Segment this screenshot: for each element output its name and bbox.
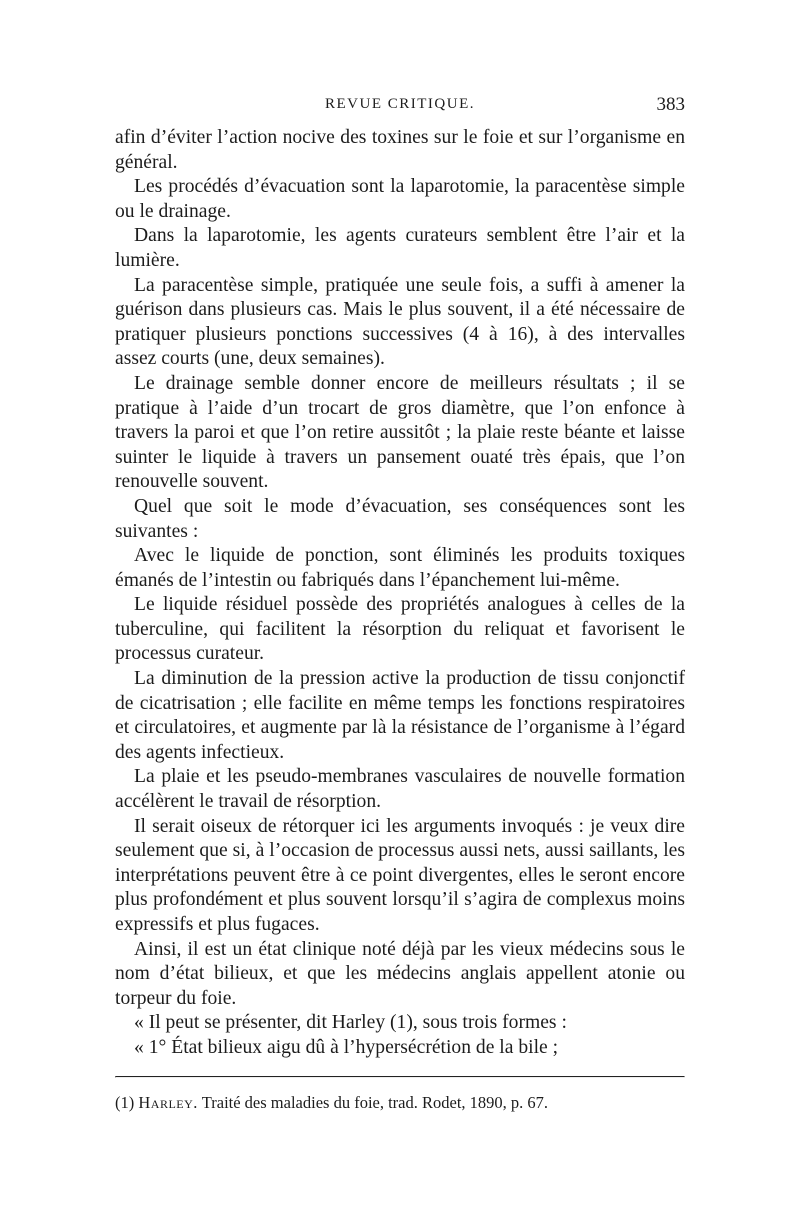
paragraph: La paracentèse simple, pratiquée une seule fois, a suffi à amener la guérison dans plusieurs cas. Mais le plus souvent, il a été nécessaire de pratiquer plusieurs ponctions successives (4 à 16), à des intervalles assez courts (une, deux semaines). [115,274,685,370]
paragraph-continuation: afin d’éviter l’action nocive des toxines sur le foie et sur l’organisme en général. [115,127,685,173]
body-text [115,126,685,1061]
paragraph: Il serait oiseux de rétorquer ici les arguments invoqués : je veux dire seulement que si, à l’occasion de processus aussi nets, aussi saillants, les interprétations peuvent être à ce point divergentes, elles le seront encore plus profondément et plus souvent lorsqu’il s’agira de complexus moins expressifs et plus fugaces. [115,815,685,935]
paragraph: Le drainage semble donner encore de meilleurs résultats ; il se pratique à l’aide d’un trocart de gros diamètre, que l’on enfonce à travers la paroi et que l’on retire aussitôt ; la plaie reste béante et laisse suinter le liquide à travers un pansement ouaté très épais, que l’on renouvelle souvent. [115,372,685,493]
paragraph: La plaie et les pseudo-membranes vasculaires de nouvelle formation accélèrent le travail de résorption. [115,766,685,813]
paragraph: Dans la laparotomie, les agents curateurs semblent être l’air et la lumière. [115,225,685,271]
paragraph: Le liquide résiduel possède des propriétés analogues à celles de la tuberculine, qui facilitent la résorption du reliquat et favorisent le processus curateur. [115,594,685,665]
footnote-marker: (1) [115,1093,135,1112]
paragraph: Ainsi, il est un état clinique noté déjà par les vieux médecins sous le nom d’état bilieux, et que les médecins anglais appellent atonie ou torpeur du foie. [115,938,685,1009]
paragraph: La diminution de la pression active la production de tissu conjonctif de cicatrisation ; elle facilite en même temps les fonctions respiratoires et circulatoires, et augmente par là la résistance de l’organisme à l’égard des agents infectieux. [115,668,685,763]
footnote-text: Traité des maladies du foie, trad. Rodet, 1890, p. 67. [201,1093,549,1112]
paragraph-quote: « Il peut se présenter, dit Harley (1), sous trois formes : [134,1012,567,1034]
page-number: 383 [656,94,685,115]
paragraph-quote: « 1° État bilieux aigu dû à l’hypersécrétion de la bile ; [134,1036,559,1058]
paragraph: Avec le liquide de ponction, sont éliminés les produits toxiques émanés de l’intestin ou fabriqués dans l’épanchement lui-même. [115,545,685,591]
footnote [115,1093,685,1113]
page-header [115,96,685,120]
paragraph: Les procédés d’évacuation sont la laparotomie, la paracentèse simple ou le drainage. [115,176,685,222]
footnote-rule [115,1076,685,1078]
paragraph: Quel que soit le mode d’évacuation, ses conséquences sont les suivantes : [115,495,685,542]
running-title: REVUE CRITIQUE. [325,96,475,112]
footnote-author: Harley. [138,1093,198,1112]
